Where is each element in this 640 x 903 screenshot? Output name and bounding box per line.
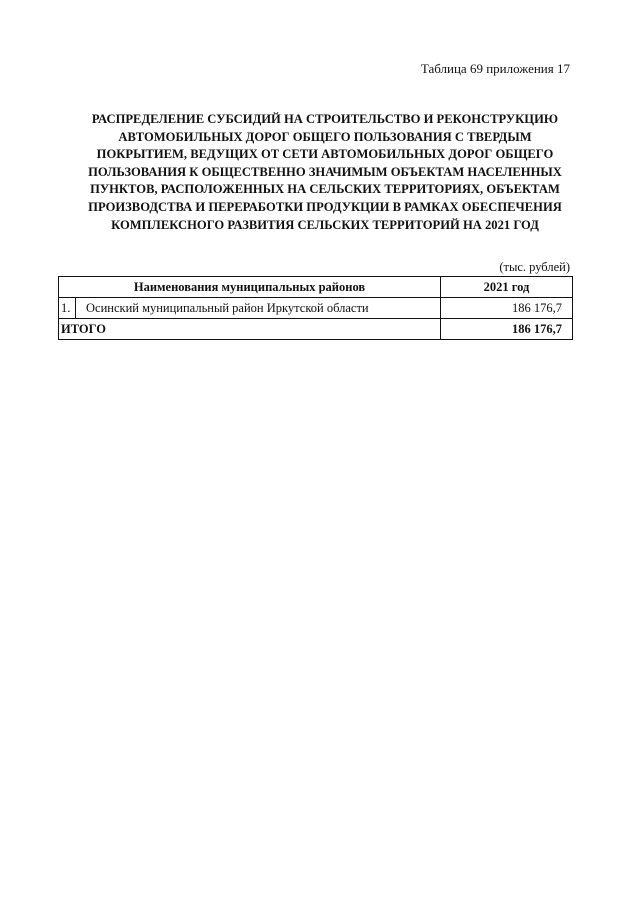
total-label: ИТОГО	[59, 319, 441, 340]
title-line: ПРОИЗВОДСТВА И ПЕРЕРАБОТКИ ПРОДУКЦИИ В РАМКАХ ОБЕСПЕЧЕНИЯ	[88, 199, 562, 214]
row-value: 186 176,7	[441, 298, 573, 319]
title-line: ПОКРЫТИЕМ, ВЕДУЩИХ ОТ СЕТИ АВТОМОБИЛЬНЫХ ДОРОГ ОБЩЕГО	[96, 147, 554, 162]
table-row	[59, 298, 573, 319]
table-header-row	[59, 277, 573, 298]
total-row	[59, 319, 573, 340]
table-reference: Таблица 69 приложения 17	[420, 61, 570, 76]
subsidy-table	[58, 276, 573, 340]
row-number: 1.	[59, 298, 76, 319]
document-title	[60, 111, 590, 234]
units-label: (тыс. рублей)	[499, 260, 570, 274]
row-district-name: Осинский муниципальный район Иркутской области	[76, 298, 441, 319]
title-line: РАСПРЕДЕЛЕНИЕ СУБСИДИЙ НА СТРОИТЕЛЬСТВО И РЕКОНСТРУКЦИЮ	[91, 112, 559, 126]
total-value: 186 176,7	[441, 319, 573, 340]
column-header-year: 2021 год	[441, 277, 573, 298]
title-line: АВТОМОБИЛЬНЫХ ДОРОГ ОБЩЕГО ПОЛЬЗОВАНИЯ С ТВЕРДЫМ	[118, 129, 532, 144]
column-header-name: Наименования муниципальных районов	[59, 277, 441, 298]
title-line: ПУНКТОВ, РАСПОЛОЖЕННЫХ НА СЕЛЬСКИХ ТЕРРИТОРИЯХ, ОБЪЕКТАМ	[90, 182, 560, 197]
title-line: КОМПЛЕКСНОГО РАЗВИТИЯ СЕЛЬСКИХ ТЕРРИТОРИЙ НА 2021 ГОД	[111, 217, 539, 232]
title-line: ПОЛЬЗОВАНИЯ К ОБЩЕСТВЕННО ЗНАЧИМЫМ ОБЪЕКТАМ НАСЕЛЕННЫХ	[88, 164, 562, 179]
